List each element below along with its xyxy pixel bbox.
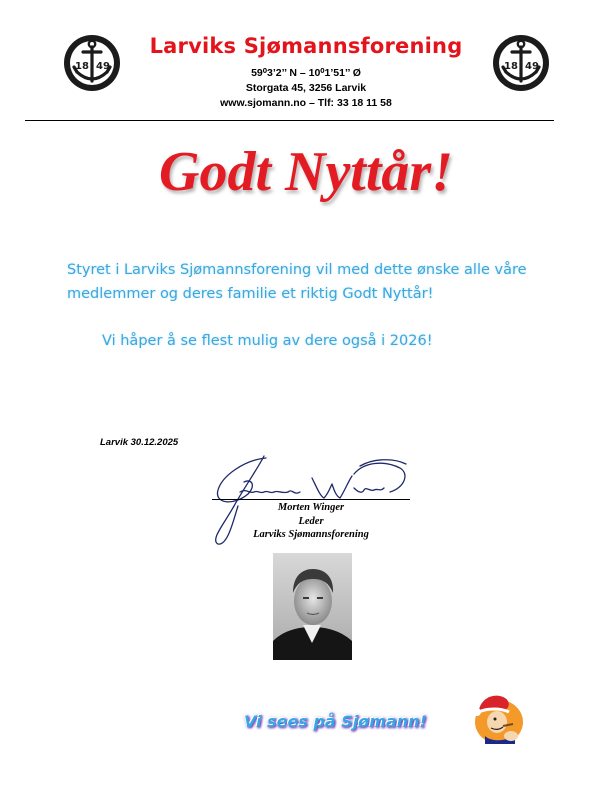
org-name: Larviks Sjømannsforening [149,34,463,58]
contact-line: www.sjomann.no – Tlf: 33 18 11 58 [220,97,392,109]
signatory-org: Larviks Sjømannsforening [253,529,369,540]
address: Storgata 45, 3256 Larvik [245,82,367,94]
coordinates: 59⁰3’2’’ N – 10⁰1’51’’ Ø [251,67,361,79]
signature-line [212,499,410,500]
sailor-mascot-illustration [465,690,525,746]
logo-year-left: 18 [75,61,89,72]
place-date: Larvik 30.12.2025 [100,437,179,448]
header-divider [25,120,554,121]
logo-year-right: 49 [96,61,110,72]
message-line-3: Vi håper å se flest mulig av dere også i 2026! [102,333,433,349]
greeting-title: Godt Nyttår! [159,141,453,203]
portrait-photo [273,553,352,660]
signatory-name: Morten Winger [277,502,345,513]
signatory-title: Leder [298,516,324,527]
logo-year-right: 49 [525,61,539,72]
message-line-1: Styret i Larviks Sjømannsforening vil med dette ønske alle våre [67,262,527,278]
closing-slogan: Vi sees på Sjømann! [244,712,427,731]
message-line-2: medlemmer og deres familie et riktig Godt Nyttår! [67,286,434,302]
logo-year-left: 18 [504,61,518,72]
